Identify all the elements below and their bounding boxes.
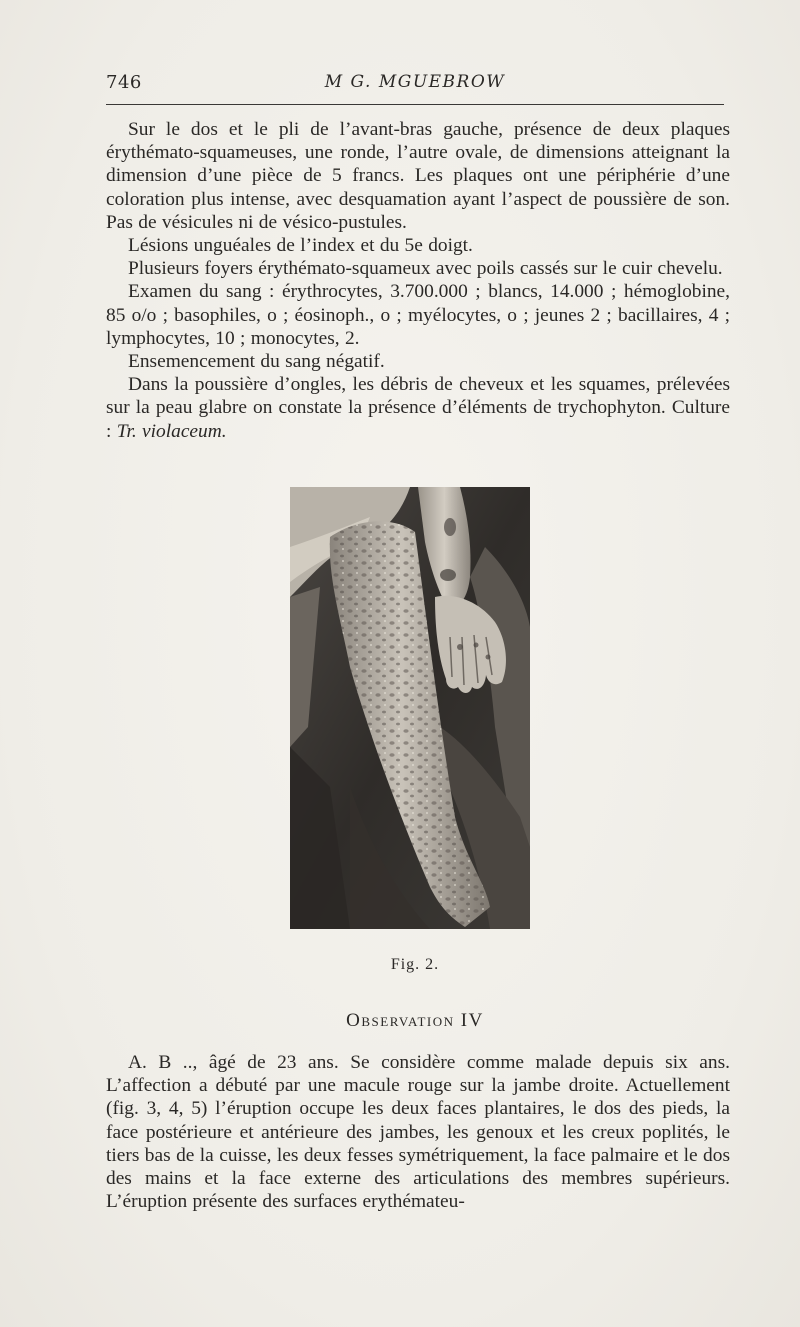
paragraph-foyers: Plusieurs foyers érythémato-squameux avec poils cassés sur le cuir chevelu. <box>128 258 723 280</box>
paragraph-poussiere <box>106 373 730 443</box>
leg-photo-illustration <box>290 487 530 929</box>
text-block-top <box>106 118 730 443</box>
paragraph-lesions: Lésions unguéales de l’index et du 5e doigt. <box>128 235 473 257</box>
section-title: Observation IV <box>346 1010 484 1031</box>
page-header <box>106 70 724 100</box>
running-head: M G. MGUEBROW <box>324 72 506 92</box>
page-number: 746 <box>106 72 142 93</box>
text-block-bottom <box>106 1051 730 1213</box>
header-rule <box>106 104 724 105</box>
figure-caption: Fig. 2. <box>390 956 440 973</box>
culture-name: Tr. violaceum. <box>116 420 227 442</box>
paragraph-plaques: Sur le dos et le pli de l’avant-bras gauche, présence de deux plaques érythémato-squameuses, une ronde, l’autre ovale, de dimensions atteignant la dimension d’une pièce de 5 francs. Les plaques ont une périphérie d’une coloration plus intense, avec desquamation ayant l’aspect de poussière de son. Pas de vésicules ni de vésico-pustules. <box>106 119 730 233</box>
paragraph-ensemencement: Ensemencement du sang négatif. <box>128 351 385 373</box>
paragraph-poussiere-text: Dans la poussière d’ongles, les débris de cheveux et les squames, prélevées sur la peau glabre on constate la présence d’éléments de tryсhophyton. Culture : <box>106 374 730 442</box>
paragraph-observation-iv: A. B .., âgé de 23 ans. Se considère comme malade depuis six ans. L’affection a débuté par une macule rouge sur la jambe droite. Actuellement (fig. 3, 4, 5) l’éruption occupe les deux faces plantaires, le dos des pieds, la face postérieure et antérieure des jambes, les genoux et les creux poplités, le tiers bas de la cuisse, les deux fesses symétriquement, la face palmaire et le dos des mains et la face externe des articulations des membres supérieurs. L’éruption présente des surfaces erythémateu- <box>106 1052 730 1213</box>
figure-photograph <box>290 487 530 929</box>
paragraph-examen-sang: Examen du sang : érythrocytes, 3.700.000 ; blancs, 14.000 ; hémoglobine, 85 o/o ; basophiles, o ; éosinoph., o ; myélocytes, o ; jeunes 2 ; bacillaires, 4 ; lymphocytes, 10 ; monocytes, 2. <box>106 281 730 349</box>
